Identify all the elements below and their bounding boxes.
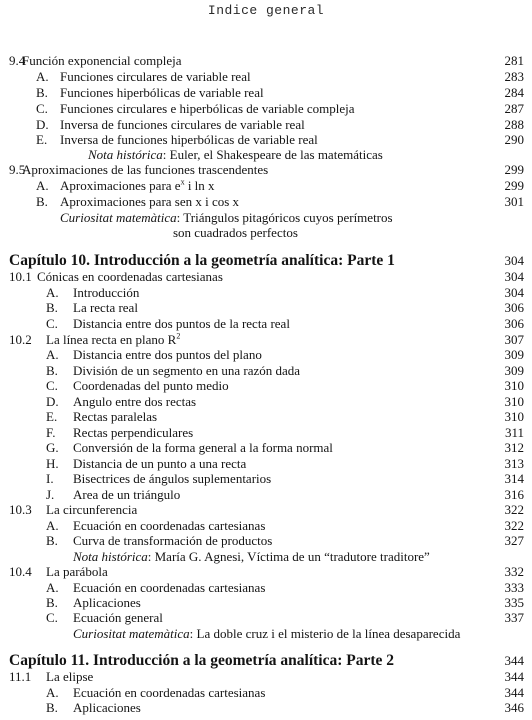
entry-title (73, 533, 272, 549)
page-number: 309 (504, 363, 524, 378)
page-header: Indice general (207, 3, 325, 18)
title-text-continued: i ln x (184, 178, 215, 193)
page-number: 304 (504, 285, 524, 300)
entry-title (73, 347, 262, 363)
toc-entry (0, 316, 532, 332)
entry-title (73, 440, 333, 456)
entry-title (73, 685, 265, 701)
page-number: 310 (504, 378, 524, 393)
toc-entry (0, 580, 532, 596)
title-text: : Triángulos pitagóricos cuyos perímetros (176, 210, 393, 225)
toc-entry (0, 440, 532, 456)
title-text: Función exponencial compleja (22, 53, 182, 68)
page-number: 344 (504, 653, 524, 668)
title-text: La recta real (73, 300, 138, 315)
title-text: : La doble cruz i el misterio de la línea desaparecida (189, 626, 461, 641)
entry-title (73, 378, 229, 394)
toc-entry (0, 595, 532, 611)
entry-title (73, 409, 157, 425)
page-number: 287 (504, 101, 524, 116)
title-text: Funciones circulares e hiperbólicas de variable compleja (60, 101, 355, 116)
entry-number: B. (46, 300, 58, 315)
toc-note (0, 626, 532, 642)
toc-entry (0, 332, 532, 348)
title-text: Capítulo 11. Introducción a la geometría analítica: Parte 2 (9, 652, 395, 669)
entry-title (60, 132, 318, 148)
page-number: 346 (504, 700, 524, 715)
entry-number: B. (46, 700, 58, 715)
entry-number: A. (46, 685, 59, 700)
title-superscript: 2 (176, 331, 181, 341)
title-text: son cuadrados perfectos (173, 225, 298, 240)
page-number: 306 (504, 300, 524, 315)
toc-entry (0, 194, 532, 210)
entry-title (60, 178, 215, 194)
title-text: Ecuación en coordenadas cartesianas (73, 580, 266, 595)
entry-title (37, 269, 223, 285)
title-text: Funciones hiperbólicas de variable real (60, 85, 264, 100)
toc-entry (0, 685, 532, 701)
entry-number: F. (46, 425, 56, 440)
entry-number: C. (46, 378, 58, 393)
entry-title (60, 101, 355, 117)
page-number: 311 (504, 425, 524, 440)
entry-title (73, 610, 163, 626)
page-number: 304 (504, 253, 524, 268)
toc-entry (0, 502, 532, 518)
toc-entry (0, 471, 532, 487)
entry-number: C. (36, 101, 48, 116)
page-number: 284 (504, 85, 524, 100)
title-text: Rectas paralelas (73, 409, 158, 424)
title-text: La elipse (46, 669, 94, 684)
page-number: 344 (504, 685, 524, 700)
note-lead: Curiositat matemàtica (60, 210, 177, 225)
toc-entry (0, 117, 532, 133)
title-text: La parábola (46, 564, 108, 579)
toc-entry (0, 394, 532, 410)
entry-number: A. (46, 580, 59, 595)
entry-title (9, 651, 394, 670)
toc-entry (0, 85, 532, 101)
title-text: La circunferencia (46, 502, 138, 517)
title-text: Aplicaciones (73, 700, 141, 715)
title-text: Ecuación en coordenadas cartesianas (73, 685, 266, 700)
title-text: Ecuación general (73, 610, 163, 625)
entry-title (73, 425, 193, 441)
page-number: 316 (504, 487, 524, 502)
entry-number: A. (36, 178, 49, 193)
toc-entry (0, 533, 532, 549)
entry-number: 9.4 (9, 53, 26, 68)
entry-title (46, 669, 93, 685)
toc-entry (0, 347, 532, 363)
page-number: 322 (504, 518, 524, 533)
page-number: 283 (504, 69, 524, 84)
title-text: Inversa de funciones circulares de variable real (60, 117, 305, 132)
title-text: : María G. Agnesi, Víctima de un “tradutore traditore” (147, 549, 430, 564)
entry-number: 10.1 (9, 269, 32, 284)
toc-entry (0, 669, 532, 685)
note-lead: Nota histórica (73, 549, 148, 564)
toc-note (0, 549, 532, 565)
entry-number: 10.2 (9, 332, 32, 347)
title-text: Angulo entre dos rectas (73, 394, 197, 409)
entry-number: 10.4 (9, 564, 32, 579)
entry-title (22, 162, 268, 178)
entry-number: D. (46, 394, 59, 409)
entry-title (73, 363, 300, 379)
title-text: Rectas perpendiculares (73, 425, 194, 440)
toc-entry (0, 178, 532, 194)
entry-number: B. (46, 595, 58, 610)
entry-number: G. (46, 440, 59, 455)
entry-title (60, 117, 305, 133)
title-text: Ecuación en coordenadas cartesianas (73, 518, 266, 533)
entry-number: H. (46, 456, 59, 471)
toc-entry (0, 101, 532, 117)
page-number: 327 (504, 533, 524, 548)
entry-number: 11.1 (9, 669, 32, 684)
page-number: 335 (504, 595, 524, 610)
page-number: 299 (504, 162, 524, 177)
entry-number: C. (46, 610, 58, 625)
note-lead: Nota histórica (88, 147, 163, 162)
page-number: 313 (504, 456, 524, 471)
page-number: 337 (504, 610, 524, 625)
toc-entry (0, 456, 532, 472)
toc-note (0, 147, 532, 163)
entry-title (46, 564, 108, 580)
title-text: Cónicas en coordenadas cartesianas (37, 269, 223, 284)
title-text: Aproximaciones para sen x i cos x (60, 194, 240, 209)
title-text: Distancia entre dos puntos de la recta real (73, 316, 290, 331)
page-number: 306 (504, 316, 524, 331)
toc-entry (0, 700, 532, 716)
title-text: Distancia entre dos puntos del plano (73, 347, 262, 362)
note-lead: Curiositat matemàtica (73, 626, 190, 641)
title-text: Area de un triángulo (73, 487, 181, 502)
entry-title (73, 316, 290, 332)
entry-title (73, 549, 430, 565)
chapter-heading (0, 651, 532, 670)
page-number: 310 (504, 409, 524, 424)
entry-number: D. (36, 117, 49, 132)
title-text: Conversión de la forma general a la forma normal (73, 440, 333, 455)
page-number: 310 (504, 394, 524, 409)
title-text: Inversa de funciones hiperbólicas de variable real (60, 132, 318, 147)
toc-entry (0, 518, 532, 534)
page-number: 314 (504, 471, 524, 486)
toc-entry (0, 487, 532, 503)
title-text: Coordenadas del punto medio (73, 378, 229, 393)
entry-number: B. (36, 194, 48, 209)
toc-note (0, 210, 532, 226)
entry-title (73, 595, 141, 611)
toc-entry (0, 269, 532, 285)
title-superscript: x (180, 177, 185, 187)
entry-title (73, 518, 265, 534)
title-text: Bisectrices de ángulos suplementarios (73, 471, 272, 486)
title-text: Introducción (73, 285, 140, 300)
toc-entry (0, 53, 532, 69)
entry-title (73, 300, 138, 316)
title-text: : Euler, el Shakespeare de las matemáticas (162, 147, 383, 162)
title-text: Distancia de un punto a una recta (73, 456, 247, 471)
toc-entry (0, 363, 532, 379)
page-number: 299 (504, 178, 524, 193)
title-text: Aplicaciones (73, 595, 141, 610)
entry-title (60, 69, 251, 85)
toc-entry (0, 162, 532, 178)
title-text: Capítulo 10. Introducción a la geometría analítica: Parte 1 (9, 252, 395, 269)
entry-title (73, 285, 139, 301)
title-text: Funciones circulares de variable real (60, 69, 251, 84)
toc-entry (0, 69, 532, 85)
entry-number: A. (46, 347, 59, 362)
page-number: 333 (504, 580, 524, 595)
page-number: 290 (504, 132, 524, 147)
entry-title (46, 502, 137, 518)
toc-entry (0, 132, 532, 148)
entry-number: E. (36, 132, 48, 147)
title-text: Aproximaciones para e (60, 178, 181, 193)
page-number: 312 (504, 440, 524, 455)
entry-number: A. (46, 285, 59, 300)
entry-title (60, 210, 393, 226)
entry-title (73, 487, 180, 503)
page-number: 281 (504, 53, 524, 68)
entry-title (46, 332, 180, 348)
chapter-heading (0, 251, 532, 270)
entry-title (73, 626, 460, 642)
title-text: División de un segmento en una razón dada (73, 363, 301, 378)
entry-number: 10.3 (9, 502, 32, 517)
entry-title (173, 225, 298, 241)
entry-number: I. (46, 471, 54, 486)
toc-note (0, 225, 532, 241)
page-number: 344 (504, 669, 524, 684)
entry-title (73, 700, 141, 716)
page-number: 307 (504, 332, 524, 347)
entry-number: C. (46, 316, 58, 331)
page-number: 301 (504, 194, 524, 209)
entry-title (22, 53, 182, 69)
page-number: 288 (504, 117, 524, 132)
entry-title (73, 580, 265, 596)
entry-number: J. (46, 487, 55, 502)
toc-entry (0, 300, 532, 316)
page-number: 304 (504, 269, 524, 284)
toc-entry (0, 564, 532, 580)
page-number: 322 (504, 502, 524, 517)
entry-number: E. (46, 409, 58, 424)
page-number: 332 (504, 564, 524, 579)
entry-number: B. (46, 533, 58, 548)
toc-entry (0, 425, 532, 441)
toc-entry (0, 610, 532, 626)
entry-title (73, 456, 246, 472)
entry-number: 9.5 (9, 162, 26, 177)
title-text: La línea recta en plano R (46, 332, 177, 347)
entry-title (73, 394, 196, 410)
entry-number: A. (36, 69, 49, 84)
toc-entry (0, 378, 532, 394)
toc-entry (0, 409, 532, 425)
entry-number: A. (46, 518, 59, 533)
page-number: 309 (504, 347, 524, 362)
entry-title (9, 251, 395, 270)
title-text: Aproximaciones de las funciones trascendentes (22, 162, 269, 177)
entry-title (88, 147, 383, 163)
title-text: Curva de transformación de productos (73, 533, 273, 548)
entry-number: B. (36, 85, 48, 100)
toc-entry (0, 285, 532, 301)
entry-title (60, 194, 239, 210)
entry-number: B. (46, 363, 58, 378)
entry-title (60, 85, 264, 101)
entry-title (73, 471, 271, 487)
